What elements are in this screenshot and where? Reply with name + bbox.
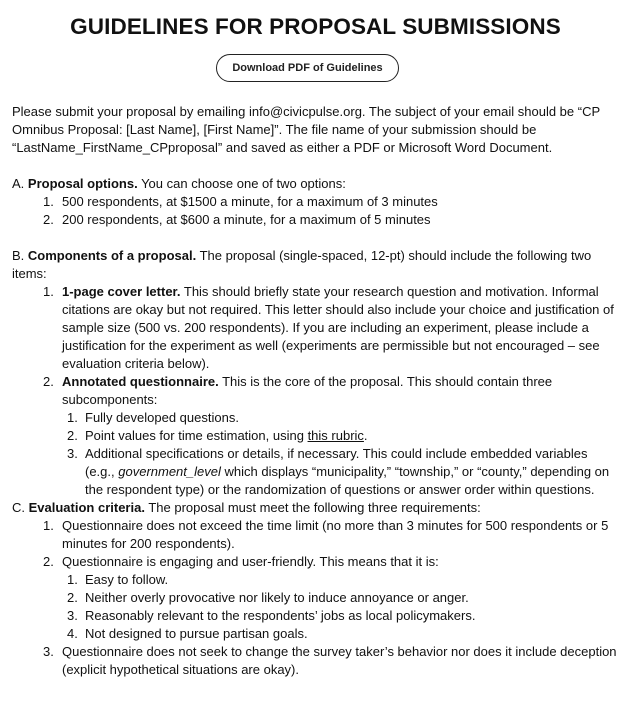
item-text: Reasonably relevant to the respondents’ jobs as local policymakers. bbox=[85, 608, 476, 623]
item-text: 200 respondents, at $600 a minute, for a maximum of 5 minutes bbox=[62, 212, 431, 227]
list-item bbox=[12, 283, 618, 373]
list-item bbox=[12, 211, 618, 229]
list-item bbox=[62, 571, 618, 589]
list-item bbox=[62, 589, 618, 607]
list-item bbox=[62, 445, 618, 499]
list-item bbox=[62, 409, 618, 427]
section-c-text: The proposal must meet the following three requirements: bbox=[144, 500, 481, 515]
item-number: 3. bbox=[67, 446, 78, 461]
item-number: 3. bbox=[67, 608, 78, 623]
item-number: 2. bbox=[43, 554, 54, 569]
item-heading: 1-page cover letter. bbox=[62, 284, 181, 299]
item-text: which displays “municipality,” “township,” or “county,” depending on the respondent type) or the randomization of questions or answer order within questions. bbox=[85, 464, 610, 497]
item-text: Questionnaire does not seek to change the survey taker’s behavior nor does it include deception (explicit hypothetical situations are okay). bbox=[62, 644, 617, 677]
item-number: 1. bbox=[43, 518, 54, 533]
components-list bbox=[12, 283, 618, 499]
list-item bbox=[62, 625, 618, 643]
section-a-text: You can choose one of two options: bbox=[137, 176, 346, 191]
section-a-heading bbox=[12, 175, 618, 193]
list-item bbox=[12, 517, 618, 553]
item-text: 500 respondents, at $1500 a minute, for a maximum of 3 minutes bbox=[62, 194, 438, 209]
section-b-title: Components of a proposal. bbox=[27, 248, 197, 263]
user-friendly-list bbox=[62, 571, 618, 643]
page-title: GUIDELINES FOR PROPOSAL SUBMISSIONS bbox=[70, 14, 561, 39]
section-b-prefix: B. bbox=[12, 248, 28, 263]
list-item bbox=[12, 553, 618, 643]
download-pdf-button[interactable]: Download PDF of Guidelines bbox=[216, 54, 399, 82]
item-text: This is the core of the proposal. This should contain three subcomponents: bbox=[62, 374, 553, 407]
item-number: 2. bbox=[43, 212, 54, 227]
section-b-heading bbox=[12, 247, 618, 283]
list-item bbox=[62, 427, 618, 445]
item-text: Not designed to pursue partisan goals. bbox=[85, 626, 308, 641]
rubric-link[interactable]: this rubric bbox=[307, 428, 364, 443]
item-text: Fully developed questions. bbox=[85, 410, 239, 425]
item-text: This should briefly state your research question and motivation. Informal citations are okay but not required. This letter should also include your choice and justification of sample size (500 vs. 200 respondents). If you are including an experiment, please include a justification for the experiment as well (experiments are permissible but not encouraged – see evaluation criteria below). bbox=[62, 284, 614, 371]
item-number: 1. bbox=[67, 410, 78, 425]
item-number: 2. bbox=[67, 428, 78, 443]
item-text: Questionnaire is engaging and user-friendly. This means that it is: bbox=[62, 554, 439, 569]
item-number: 3. bbox=[43, 644, 54, 659]
item-number: 1. bbox=[67, 572, 78, 587]
item-number: 4. bbox=[67, 626, 78, 641]
item-number: 1. bbox=[43, 284, 54, 299]
item-number: 1. bbox=[43, 194, 54, 209]
item-number: 2. bbox=[43, 374, 54, 389]
list-item bbox=[12, 373, 618, 499]
list-item bbox=[12, 643, 618, 679]
intro-paragraph: Please submit your proposal by emailing info@civicpulse.org. The subject of your email should be “CP Omnibus Proposal: [Last Name], [First Name]”. The file name of your submission should be “LastName_FirstName_CPproposal” and saved as either a PDF or Microsoft Word Document. bbox=[12, 104, 600, 155]
item-heading: Annotated questionnaire. bbox=[62, 374, 219, 389]
section-b-text: The proposal (single-spaced, 12-pt) should include the following two items: bbox=[12, 248, 592, 281]
item-text: Neither overly provocative nor likely to induce annoyance or anger. bbox=[85, 590, 469, 605]
list-item bbox=[62, 607, 618, 625]
subcomponents-list bbox=[62, 409, 618, 499]
item-number: 2. bbox=[67, 590, 78, 605]
section-c-prefix: C. bbox=[12, 500, 29, 515]
section-a-prefix: A. bbox=[12, 176, 28, 191]
list-item bbox=[12, 193, 618, 211]
section-c-heading bbox=[12, 499, 618, 517]
item-text: Point values for time estimation, using bbox=[85, 428, 308, 443]
guidelines-content bbox=[12, 103, 618, 679]
item-text: Questionnaire does not exceed the time limit (no more than 3 minutes for 500 respondents or 5 minutes for 200 respondents). bbox=[62, 518, 609, 551]
section-c-title: Evaluation criteria. bbox=[28, 500, 145, 515]
variable-name: government_level bbox=[118, 464, 221, 479]
evaluation-criteria-list bbox=[12, 517, 618, 679]
item-text: . bbox=[363, 428, 368, 443]
item-text: Additional specifications or details, if necessary. This could include embedded variables (e.g., bbox=[85, 446, 588, 479]
proposal-options-list bbox=[12, 193, 618, 229]
item-text: Easy to follow. bbox=[85, 572, 169, 587]
section-a-title: Proposal options. bbox=[27, 176, 138, 191]
